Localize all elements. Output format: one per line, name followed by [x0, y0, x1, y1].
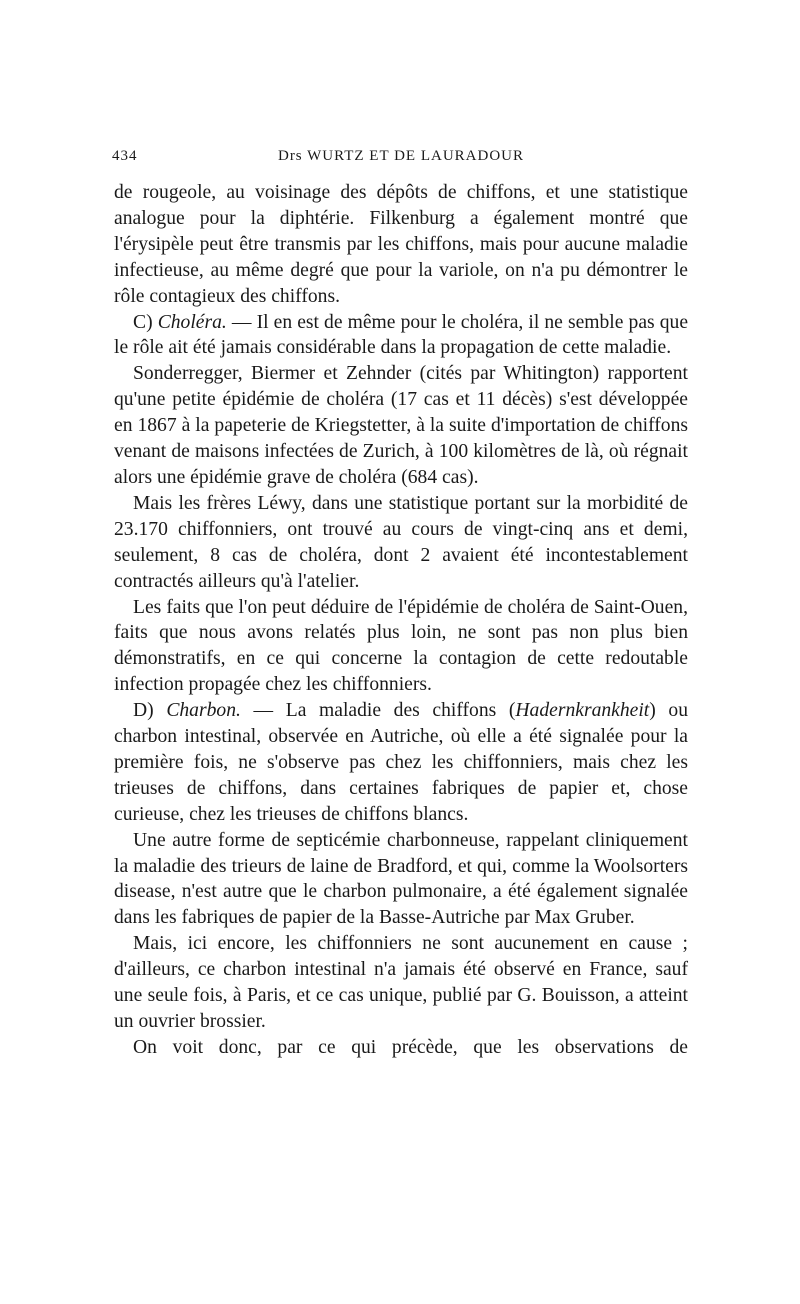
section-cholera	[114, 310, 688, 362]
paragraph-text-before: — La maladie des chiffons (	[253, 700, 516, 722]
body-text	[114, 180, 688, 1061]
section-label: C)	[133, 311, 153, 333]
section-label: D)	[133, 700, 154, 722]
paragraph-text: On voit donc, par ce qui précède, que les observations de	[133, 1036, 688, 1058]
section-heading: Charbon.	[166, 700, 241, 722]
paragraph-mais-ici	[114, 931, 688, 1035]
paragraph-text: — Il en est de même pour le choléra, il ne semble pas que le rôle ait été jamais considérable dans la propagation de cette maladie.	[114, 311, 689, 359]
paragraph-sonderregger	[114, 361, 688, 491]
paragraph-text: Les faits que l'on peut déduire de l'épidémie de choléra de Saint-Ouen, faits que nous avons relatés plus loin, ne sont pas non plus bien démonstratifs, en ce qui concerne la contagion de cette redoutable infection propagée chez les chiffonniers.	[114, 596, 688, 696]
paragraph-text: Une autre forme de septicémie charbonneuse, rappelant cliniquement la maladie des trieurs de laine de Bradford, et qui, comme la Woolsorters disease, n'est autre que le charbon pulmonaire, a été également signalée dans les fabriques de papier de la Basse-Autriche par Max Gruber.	[114, 829, 688, 929]
paragraph-saint-ouen	[114, 595, 688, 699]
german-term: Hadernkrankheit	[515, 700, 650, 722]
paragraph-septicemie	[114, 828, 688, 932]
paragraph-rougeole	[114, 180, 688, 310]
paragraph-on-voit	[114, 1035, 688, 1061]
section-heading: Choléra.	[157, 311, 227, 333]
running-head	[112, 148, 690, 172]
page-number: 434	[112, 148, 138, 164]
paragraph-lewy	[114, 491, 688, 595]
paragraph-text-after: ) ou charbon intestinal, observée en Autriche, où elle a été signalée pour la première fois, ne s'observe pas chez les chiffonniers, mais chez les trieuses de chiffons, dans certaines fabriques de papier et, chose curieuse, chez les trieuses de chiffons blancs.	[114, 700, 688, 825]
paragraph-text: Sonderregger, Biermer et Zehnder (cités par Whitington) rapportent qu'une petite épidémie de choléra (17 cas et 11 décès) s'est développée en 1867 à la papeterie de Kriegstetter, à la suite d'importation de chiffons venant de maisons infectées de Zurich, à 100 kilomètres de là, où régnait alors une épidémie grave de choléra (684 cas).	[114, 363, 688, 488]
paragraph-text: de rougeole, au voisinage des dépôts de chiffons, et une statistique analogue pour la diphtérie. Filkenburg a également montré que l'érysipèle peut être transmis par les chiffons, mais pour aucune maladie infectieuse, au même degré que pour la variole, on n'a pu démontrer le rôle contagieux des chiffons.	[114, 182, 688, 307]
paragraph-text: Mais, ici encore, les chiffonniers ne sont aucunement en cause ; d'ailleurs, ce charbon intestinal n'a jamais été observé en France, sauf une seule fois, à Paris, et ce cas unique, publié par G. Bouisson, a atteint un ouvrier brossier.	[114, 933, 688, 1032]
section-charbon	[114, 698, 688, 828]
paragraph-text: Mais les frères Léwy, dans une statistique portant sur la morbidité de 23.170 chiffonniers, ont trouvé au cours de vingt-cinq ans et demi, seulement, 8 cas de choléra, dont 2 avaient été incontestablement contractés ailleurs qu'à l'atelier.	[114, 492, 688, 592]
running-title: Drs WURTZ ET DE LAURADOUR	[277, 148, 525, 164]
